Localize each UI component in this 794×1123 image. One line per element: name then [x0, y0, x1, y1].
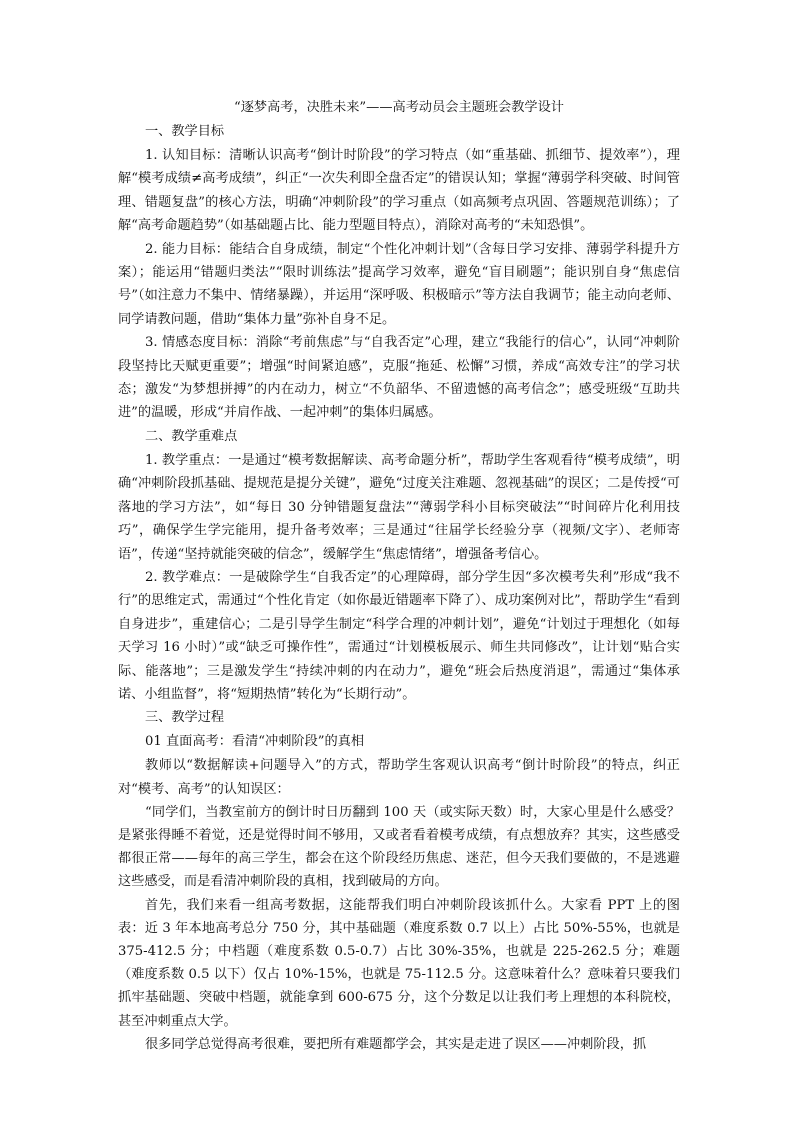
step-01-title: 01 直面高考：看清“冲刺阶段”的真相 — [145, 734, 365, 750]
section-heading-keypoints: 二、教学重难点 — [145, 428, 238, 444]
document-page — [118, 96, 680, 1056]
paragraph-step-01-intro: 教师以“数据解读+问题导入”的方式，帮助学生客观认识高考“倒计时阶段”的特点，纠正对“模考、高考”的认知误区： — [118, 758, 680, 797]
paragraph-goal-ability: 2. 能力目标：能结合自身成绩，制定“个性化冲刺计划”（含每日学习安排、薄弱学科提升方案）；能运用“错题归类法”“限时训练法”提高学习效率，避免“盲目刷题”；能识别自身“焦虑信号”（如注意力不集中、情绪暴躁），并运用“深呼吸、积极暗示”等方法自我调节；能主动向老师、同学请教问题，借助“集体力量”弥补自身不足。 — [118, 241, 680, 327]
section-heading-process: 三、教学过程 — [145, 710, 225, 726]
section-heading-goals: 一、教学目标 — [145, 124, 225, 139]
paragraph-step-01-data: 首先，我们来看一组高考数据，这能帮我们明白冲刺阶段该抓什么。大家看 PPT 上的图表：近 3 年本地高考总分 750 分，其中基础题（难度系数 0.7 以上）占比 50%-55%，也就是 375-412.5 分；中档题（难度系数 0.5-0.7）占比 30%-35%，也就是 225-262.5 分；难题（难度系数 0.5 以下）仅占 10%-15%，也就是 75-112.5 分。这意味着什么？意味着只要我们抓牢基础题、突破中档题，就能拿到 600-675 分，这个分数足以让我们考上理想的本科院校，甚至冲刺重点大学。 — [118, 897, 680, 1029]
paragraph-key-difficulty: 2. 教学难点：一是破除学生“自我否定”的心理障碍，部分学生因“多次模考失利”形成“我不行”的思维定式，需通过“个性化肯定（如你最近错题率下降了）、成功案例对比”，帮助学生“看到自身进步”，重建信心；二是引导学生制定“科学合理的冲刺计划”，避免“计划过于理想化（如每天学习 16 小时）”或“缺乏可操作性”，需通过“计划模板展示、师生共同修改”，让计划“贴合实际、能落地”；三是激发学生“持续冲刺的内在动力”，避免“班会后热度消退”，需通过“集体承诺、小组监督”，将“短期热情”转化为“长期行动”。 — [118, 569, 680, 702]
paragraph-goal-cognitive: 1. 认知目标：清晰认识高考“倒计时阶段”的学习特点（如“重基础、抓细节、提效率”），理解“模考成绩≠高考成绩”，纠正“一次失利即全盘否定”的错误认知；掌握“薄弱学科突破、时间管理、错题复盘”的核心方法，明确“冲刺阶段”的学习重点（如高频考点巩固、答题规范训练）；了解“高考命题趋势”（如基础题占比、能力型题目特点），消除对高考的“未知恐惧”。 — [118, 148, 680, 234]
paragraph-step-01-quote: “同学们，当教室前方的倒计时日历翻到 100 天（或实际天数）时，大家心里是什么感受？是紧张得睡不着觉，还是觉得时间不够用，又或者看着模考成绩，有点想放弃？其实，这些感受都很正常——每年的高三学生，都会在这个阶段经历焦虑、迷茫，但今天我们要做的，不是逃避这些感受，而是看清冲刺阶段的真相，找到破局的方向。 — [118, 804, 680, 890]
paragraph-key-focus: 1. 教学重点：一是通过“模考数据解读、高考命题分析”，帮助学生客观看待“模考成绩”，明确“冲刺阶段抓基础、提规范是提分关键”，避免“过度关注难题、忽视基础”的误区；二是传授“可落地的学习方法”，如“每日 30 分钟错题复盘法”“薄弱学科小目标突破法”“时间碎片化利用技巧”，确保学生学完能用，提升备考效率；三是通过“往届学长经验分享（视频/文字）、老师寄语”，传递“坚持就能突破的信念”，缓解学生“焦虑情绪”，增强备考信心。 — [118, 452, 680, 562]
paragraph-step-01-misconception: 很多同学总觉得高考很难，要把所有难题都学会，其实是走进了误区——冲刺阶段，抓 — [145, 1036, 647, 1052]
paragraph-goal-emotion: 3. 情感态度目标：消除“考前焦虑”与“自我否定”心理，建立“我能行的信心”，认同“冲刺阶段坚持比天赋更重要”；增强“时间紧迫感”，克服“拖延、松懈”习惯，养成“高效专注”的学习状态；激发“为梦想拼搏”的内在动力，树立“不负韶华、不留遗憾的高考信念”；感受班级“互助共进”的温暖，形成“并肩作战、一起冲刺”的集体归属感。 — [118, 335, 680, 421]
document-title: “逐梦高考，决胜未来”——高考动员会主题班会教学设计 — [234, 100, 564, 115]
